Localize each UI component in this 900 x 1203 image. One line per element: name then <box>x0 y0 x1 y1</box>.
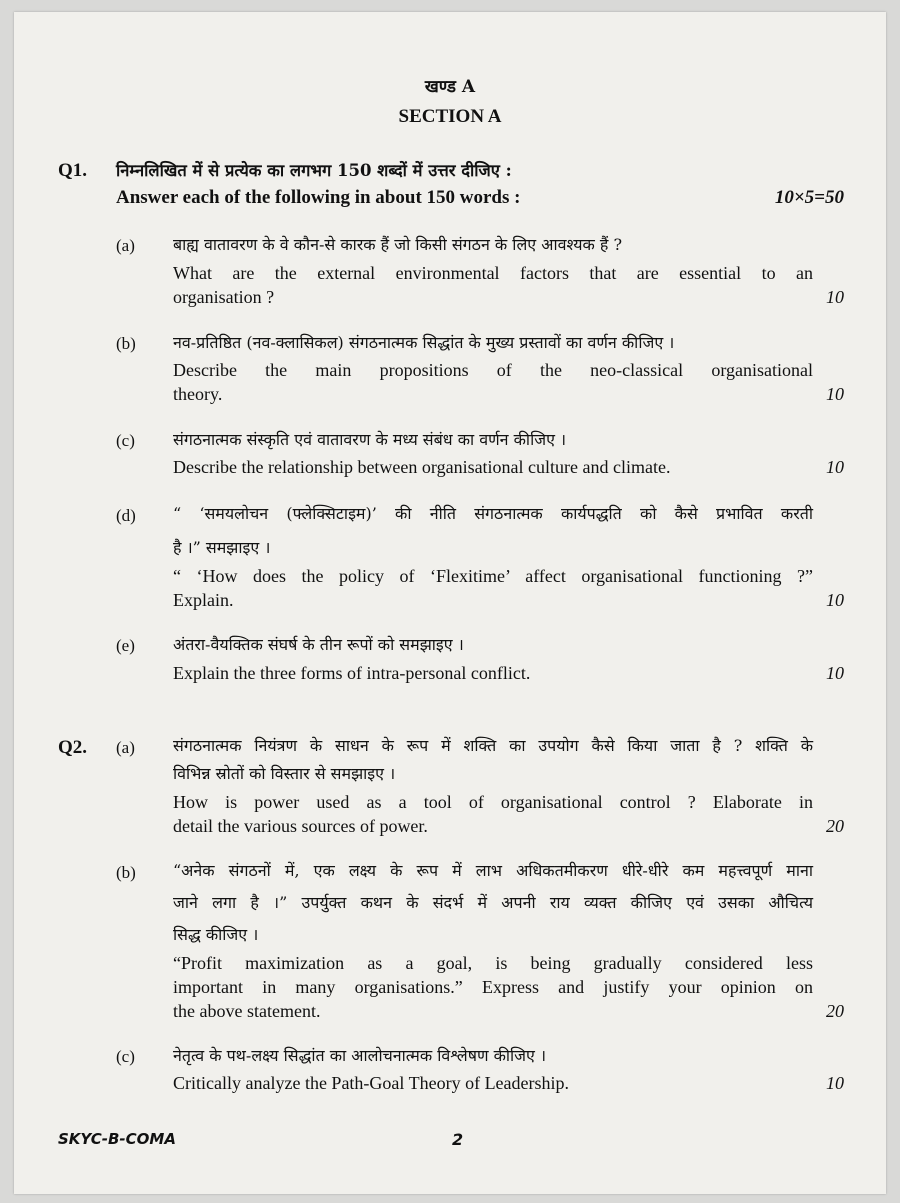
part-text-hindi: “अनेक संगठनों में, एक लक्ष्य के रूप में लाभ अधिकतमीकरण धीरे-धीरे कम महत्त्वपूर्ण माना <box>173 861 813 880</box>
section-heading-english: SECTION A <box>398 106 502 127</box>
section-heading-hindi: खण्ड A <box>424 77 476 97</box>
part-text-hindi: है ।” समझाइए । <box>173 538 271 557</box>
part-label: (c) <box>116 431 135 450</box>
part-label: (b) <box>116 863 136 882</box>
part-text-hindi: संगठनात्मक संस्कृति एवं वातावरण के मध्य संबंध का वर्णन कीजिए । <box>173 430 567 449</box>
total-marks: 10×5=50 <box>774 187 844 208</box>
part-text-hindi: “ ‘समयलोचन (फ्लेक्सिटाइम)’ की नीति संगठनात्मक कार्यपद्धति को कैसे प्रभावित करती <box>173 504 813 523</box>
marks: 10 <box>826 1073 844 1093</box>
part-text-hindi: नेतृत्व के पथ-लक्ष्य सिद्धांत का आलोचनात्मक विश्लेषण कीजिए । <box>173 1046 547 1065</box>
marks: 10 <box>826 287 844 307</box>
part-label: (a) <box>116 738 135 757</box>
part-text-english: theory. <box>173 384 223 404</box>
part-text-english: Describe the main propositions of the neo-classical organisational <box>173 360 813 380</box>
part-text-english: “ ‘How does the policy of ‘Flexitime’ affect organisational functioning ?” <box>173 566 813 586</box>
part-text-hindi: अंतरा-वैयक्तिक संघर्ष के तीन रूपों को समझाइए । <box>173 635 464 654</box>
part-text-english: How is power used as a tool of organisational control ? Elaborate in <box>173 792 813 812</box>
part-text-hindi: विभिन्न स्रोतों को विस्तार से समझाइए । <box>173 764 396 783</box>
part-label: (b) <box>116 334 136 353</box>
marks: 20 <box>826 816 844 836</box>
part-text-english: organisation ? <box>173 287 275 307</box>
marks: 10 <box>826 384 844 404</box>
part-text-english: “Profit maximization as a goal, is being gradually considered less <box>173 953 813 973</box>
paper-code: SKYC-B-COMA <box>58 1130 176 1148</box>
part-label: (a) <box>116 236 135 255</box>
part-label: (d) <box>116 506 136 525</box>
instruction-english: Answer each of the following in about 150 words : <box>116 187 521 208</box>
part-label: (c) <box>116 1047 135 1066</box>
part-text-hindi: जाने लगा है ।” उपर्युक्त कथन के संदर्भ में अपनी राय व्यक्त कीजिए एवं उसका औचित्य <box>173 893 813 912</box>
question-number: Q2. <box>58 737 88 758</box>
part-text-english: Critically analyze the Path-Goal Theory of Leadership. <box>173 1073 570 1093</box>
part-text-hindi: संगठनात्मक नियंत्रण के साधन के रूप में शक्ति का उपयोग कैसे किया जाता है ? शक्ति के <box>173 736 813 755</box>
part-text-english: Describe the relationship between organisational culture and climate. <box>173 457 671 477</box>
marks: 10 <box>826 457 844 477</box>
part-text-hindi: नव-प्रतिष्ठित (नव-क्लासिकल) संगठनात्मक सिद्धांत के मुख्य प्रस्तावों का वर्णन कीजिए । <box>173 333 675 352</box>
part-text-english: What are the external environmental factors that are essential to an <box>173 263 813 283</box>
part-text-english: Explain the three forms of intra-personal conflict. <box>173 663 531 683</box>
instruction-hindi: निम्नलिखित में से प्रत्येक का लगभग 150 शब्दों में उत्तर दीजिए : <box>116 161 512 180</box>
marks: 20 <box>826 1001 844 1021</box>
page-number: 2 <box>452 1130 464 1149</box>
marks: 10 <box>826 590 844 610</box>
part-text-english: the above statement. <box>173 1001 321 1021</box>
part-text-english: important in many organisations.” Express and justify your opinion on <box>173 977 813 997</box>
part-text-english: detail the various sources of power. <box>173 816 428 836</box>
question-number: Q1. <box>58 160 88 181</box>
part-text-hindi: बाह्य वातावरण के वे कौन-से कारक हैं जो किसी संगठन के लिए आवश्यक हैं ? <box>173 235 623 254</box>
part-text-english: Explain. <box>173 590 234 610</box>
marks: 10 <box>826 663 844 683</box>
part-label: (e) <box>116 636 135 655</box>
part-text-hindi: सिद्ध कीजिए । <box>173 925 259 944</box>
